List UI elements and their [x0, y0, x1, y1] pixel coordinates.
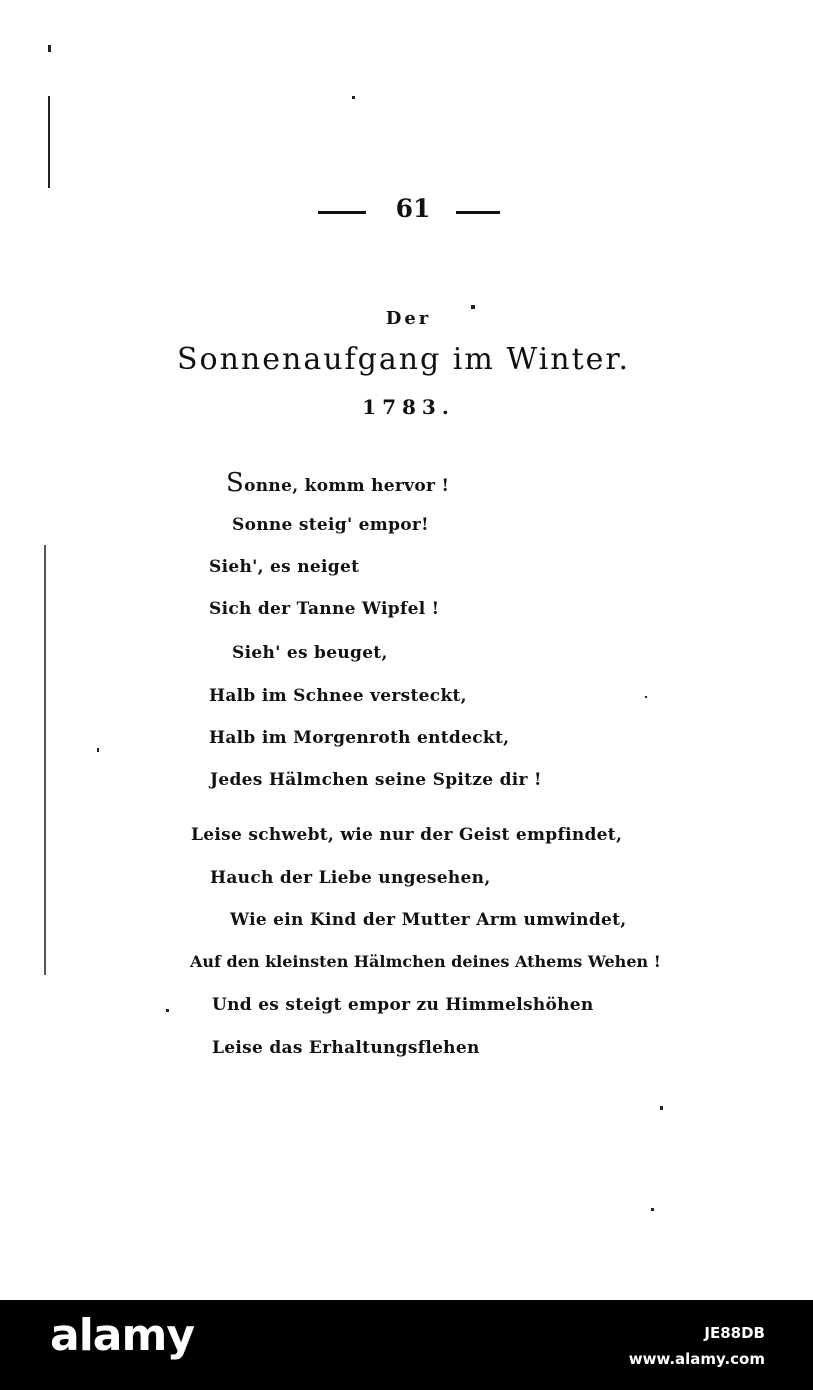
- title-article: Der: [385, 308, 432, 329]
- scan-artifact: [471, 305, 475, 309]
- poem-line: Leise schwebt, wie nur der Geist empfindet,: [191, 825, 623, 845]
- poem-line: Und es steigt empor zu Himmelshöhen: [212, 995, 594, 1015]
- scan-artifact: [660, 1106, 663, 1110]
- watermark-site: www.alamy.com: [628, 1350, 765, 1368]
- image-id: JE88DB: [704, 1324, 765, 1342]
- drop-cap: S: [226, 468, 245, 498]
- scan-artifact: [352, 96, 355, 99]
- poem-line: Hauch der Liebe ungesehen,: [210, 868, 491, 888]
- poem-line: Jedes Hälmchen seine Spitze dir !: [210, 770, 542, 790]
- watermark-logo: alamy: [50, 1310, 194, 1361]
- poem-line-text: onne, komm hervor !: [244, 476, 450, 496]
- poem-line: Leise das Erhaltungsflehen: [212, 1038, 480, 1058]
- scan-artifact: [44, 545, 46, 975]
- header-rule-left: [318, 211, 366, 214]
- poem-line: Sonne steig' empor!: [232, 515, 429, 535]
- scan-artifact: [645, 696, 647, 698]
- header-rule-right: [456, 211, 500, 214]
- poem-line: Auf den kleinsten Hälmchen deines Athems Wehen !: [190, 952, 661, 971]
- poem-year: 1783.: [362, 395, 455, 419]
- page-number: 61: [395, 194, 431, 223]
- poem-line: Halb im Morgenroth entdeckt,: [209, 728, 510, 748]
- poem-line: Sieh', es neiget: [209, 557, 360, 577]
- poem-title: Sonnenaufgang im Winter.: [177, 342, 630, 377]
- watermark-bar: [0, 1300, 813, 1390]
- page-header: [318, 196, 508, 226]
- poem-line: Wie ein Kind der Mutter Arm umwindet,: [230, 910, 627, 930]
- poem-line: Halb im Schnee versteckt,: [209, 686, 467, 706]
- scan-artifact: [48, 45, 51, 52]
- scan-artifact: [97, 748, 99, 752]
- poem-line: [226, 470, 449, 496]
- scan-artifact: [48, 96, 50, 188]
- poem-line: Sieh' es beuget,: [232, 643, 388, 663]
- scan-artifact: [651, 1208, 654, 1211]
- scan-artifact: [166, 1009, 169, 1012]
- poem-line: Sich der Tanne Wipfel !: [209, 599, 440, 619]
